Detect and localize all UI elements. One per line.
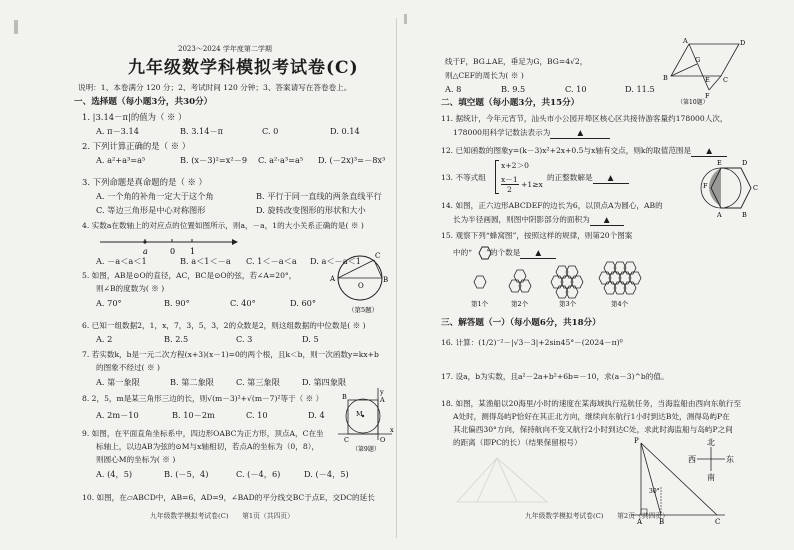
q1-option-a: A. π－3.14 [96,126,139,136]
q8-option-d: D. 4 [308,410,325,420]
q5-option-a: A. 70° [96,298,122,308]
q10-stem-2: 线于F，BG⊥AE，垂足为G，BG=4√2， [445,57,588,66]
q15-line-2: 中的“ ”的个数是 ▲ [453,247,556,259]
q7-option-a: A. 第一象限 [96,377,140,387]
q9-label-x: x [390,426,394,434]
q4-option-b: B. a＜1＜－a [180,256,231,266]
q14-label-c: C [753,184,758,192]
q18-label-a: A [637,518,643,526]
q10-stem-1: 10. 如图，在▱ABCD中，AB=6，AD=9，∠BAD的平分线交BC于点E，交DC的延长 [82,493,375,502]
q9-option-b: B. (－5，4) [164,469,209,479]
q14-label-b: B [742,211,747,219]
page-title: 九年级数学科模拟考试卷(C) [128,58,359,78]
q9-stem-1: 9. 如图，在平面直角坐标系中，四边形OABC为正方形，顶点A，C在坐 [82,429,324,438]
footer-right: 九年级数学模拟考试卷(C) 第2页（共四页） [525,512,669,520]
q18-label-p: P [634,437,639,445]
q15-line-1: 15. 观察下列“蜂窝图”，按照这样的规律，则第20个图案 [441,231,633,240]
q6-stem: 6. 已知一组数据2，1，x，7，3，5，3，2的众数是2，则这组数据的中位数是( ※ ) [82,321,366,330]
term-line: 2023～2024 学年度第二学期 [178,45,272,53]
show-through-figure [447,452,557,508]
q18-label-angle: 30° [649,488,660,495]
q6-option-c: C. 3 [236,334,253,344]
q4-option-d: D. a＜－a＜1 [310,256,362,266]
q3-stem: 3. 下列命题是真命题的是（ ※ ） [82,177,207,187]
scan-mark [404,14,407,24]
q8-stem: 8. 2，5，m是某三角形三边的长，则√(m－3)²+√(m－7)²等于（ ※ ） [82,394,324,403]
q14-label-e: E [717,159,722,167]
q10-option-c: C. 10 [565,84,587,94]
q6-option-b: B. 2.5 [164,334,189,344]
q5-fig-caption: （第5题） [348,306,379,314]
q10-stem-3: 则△CEF的周长为( ※ ) [445,71,524,80]
q5-stem-1: 5. 如图，AB是⊙O的直径，AC，BC是⊙O的弦，若∠A=20°， [82,271,297,280]
q9-label-a: A [380,396,385,404]
q16-text: 16. 计算：(1/2)⁻²－|√3－3|+2sin45°－(2024－π)⁰ [441,338,623,347]
q9-option-d: D. (－4，5) [304,469,349,479]
q18-line-2: A处时，测得岛屿P恰好在其正北方向，继续向东航行1小时到达B处，测得岛屿P在 [453,412,730,421]
q9-label-b: B [342,393,347,401]
q9-fig-caption: （第9题） [352,446,380,453]
q10-label-e: E [705,76,710,84]
q10-option-b: B. 9.5 [501,84,526,94]
q10-label-c: C [723,76,728,84]
q17-text: 17. 设a，b为实数，且a²－2a+b²+6b=－10，求(a－3)^b的值。 [441,372,669,381]
compass-north: 北 [707,438,715,447]
q14-label-d: D [742,159,748,167]
q12-answer-blank: ▲ [691,145,727,157]
q13-ineq-2-denominator: 2 [507,185,512,194]
q14-answer-blank: ▲ [590,214,624,226]
q11-line-2: 178000用科学记数法表示为 ▲ [453,127,610,139]
q5-option-b: B. 90° [164,298,190,308]
q1-stem: 1. |3.14－π|的值为（ ※ ） [82,112,187,122]
q12-line-1: 12. 已知函数的图象y=(k－3)x²+2x+0.5与x轴有交点，则k的取值范围是 ▲ [441,145,727,157]
q13-prefix: 13. 不等式组 [441,173,486,182]
q10-label-f: F [705,92,710,100]
q5-circle-figure [330,250,389,316]
q7-stem-1: 7. 若实数k，b是一元二次方程(x+3)(x－1)=0的两个根，且k＜b，则一次函数y=kx+b [82,350,379,359]
q5-label-c: C [375,252,381,260]
q10-label-d: D [740,39,746,47]
q18-label-c: C [715,518,721,526]
q3-option-b: B. 平行于同一直线的两条直线平行 [256,191,382,201]
q15-answer-blank: ▲ [520,247,556,259]
q13-ineq-2-numerator: x－1 [501,175,518,184]
q3-option-d: D. 旋转改变图形的形状和大小 [256,205,366,215]
q9-option-a: A. (4，5) [96,469,133,479]
footer-left: 九年级数学模拟考试卷(C) 第1页（共四页） [150,512,294,520]
q18-line-4: 的距离（即PC的长）（结果保留根号） [453,438,582,447]
q4-option-c: C. 1＜－a＜a [246,256,297,266]
q13-ineq-1: x+2＞0 [501,161,529,170]
q14-label-a: A [717,211,722,219]
section1-title: 一、选择题（每小题3分，共30分） [74,97,213,107]
scan-mark [14,20,18,34]
instructions: 说明：1、本卷满分 120 分；2、考试时间 120 分钟；3、答案请写在答卷卷上。 [78,83,352,92]
q10-option-d: D. 11.5 [625,84,655,94]
q9-option-c: C. (－4，6) [236,469,281,479]
q2-option-a: A. a²+a³=a⁵ [96,155,146,165]
q5-option-d: D. 60° [290,298,316,308]
q14-line-1: 14. 如图，正六边形ABCDEF的边长为6，以顶点A为圆心，AB的 [441,201,663,210]
q9-label-c: C [344,436,349,444]
section2-title: 二、填空题（每小题3分，共15分） [441,98,580,108]
q9-stem-2: 标轴上，以边AB为弦的⊙M与x轴相切，若点A的坐标为（0，8）， [96,442,320,451]
q6-option-a: A. 2 [96,334,113,344]
q1-option-b: B. 3.14－π [180,126,224,136]
q15-caption-2: 第2个 [511,300,529,308]
q9-label-y: y [380,388,384,396]
q7-stem-2: 的图象不经过( ※ ) [96,363,160,372]
q11-line-1: 11. 据统计，今年元宵节，汕头市小公园开埠区核心区共接待游客量约178000人次， [441,114,728,123]
q5-stem-2: 则∠B的度数为( ※ ) [96,284,165,293]
q5-label-b: B [383,276,389,284]
q10-fig-caption: （第10题） [677,99,709,106]
q7-option-b: B. 第二象限 [170,377,214,387]
q2-option-b: B. (x－3)²=x²－9 [180,155,248,165]
compass-east: 东 [726,455,734,464]
q6-option-d: D. 5 [302,334,319,344]
q3-option-a: A. 一个角的补角一定大于这个角 [96,191,214,201]
q4-label-1: 1 [190,247,196,256]
q3-option-c: C. 等边三角形是中心对称图形 [96,205,206,215]
q14-line-2: 长为半径画圆，则图中阴影部分的面积为 ▲ [453,214,624,226]
q18-line-3: 其北偏西30°方向，保持航向不变又航行2小时到达C处，求此时海监船与岛屿P之间 [453,425,733,434]
q5-option-c: C. 40° [230,298,256,308]
q9-stem-3: 则圆心M的坐标为( ※ ) [96,455,176,464]
q1-option-c: C. 0 [262,126,279,136]
q13-brace [495,160,499,194]
q10-label-g: G [695,56,701,64]
q4-stem: 4. 实数a在数轴上的对应点的位置如图所示，则a，－a，1的大小关系正确的是( ※ ) [82,221,364,230]
q7-option-d: D. 第四象限 [302,377,347,387]
q14-label-f: F [703,182,708,190]
q18-line-1: 18. 如图，某渔船以20海里/小时的速度在某海域执行巡航任务，当海监船由西向东航行至 [441,399,742,408]
hexagon-icon [478,246,492,260]
q13-suffix: 的正整数解是 ▲ [547,172,629,184]
q10-parallelogram-figure [647,38,747,106]
q14-hexagon-figure [697,156,761,220]
q5-label-a: A [330,275,336,283]
q13-ineq-2-rest: +1≥x [521,180,543,189]
q9-label-m: M [356,410,363,418]
q10-label-b: B [663,74,668,82]
q5-label-o: O [358,282,364,290]
compass-west: 西 [688,455,696,464]
q9-square-figure [338,388,394,452]
q8-option-c: C. 10 [246,410,268,420]
q4-option-a: A. －a＜a＜1 [96,256,147,266]
q8-option-a: A. 2m－10 [96,410,139,420]
section3-title: 三、解答题（一）（每小题6分，共18分） [441,318,601,328]
q4-label-0: 0 [170,247,176,256]
q15-caption-3: 第3个 [559,300,577,308]
q7-option-c: C. 第三象限 [236,377,280,387]
q10-option-a: A. 8 [445,84,462,94]
q2-option-d: D. (－2x)³=－8x³ [318,155,386,165]
q4-number-line [100,236,240,258]
q15-caption-1: 第1个 [471,300,489,308]
q18-label-b: B [659,518,665,526]
q2-option-c: C. a²·a³=a⁵ [258,155,304,165]
q9-label-o: O [380,436,386,444]
q2-stem: 2. 下列计算正确的是（ ※ ） [82,141,191,151]
compass-south: 南 [707,473,715,482]
q8-option-b: B. 10－2m [172,410,215,420]
right-column [397,0,794,550]
q4-label-a: a [143,247,148,256]
q11-answer-blank: ▲ [550,127,610,139]
q13-answer-blank: ▲ [593,172,629,184]
q10-label-a: A [683,37,688,45]
q15-caption-4: 第4个 [611,300,629,308]
q1-option-d: D. 0.14 [330,126,360,136]
q15-honeycomb-figure [471,262,691,310]
